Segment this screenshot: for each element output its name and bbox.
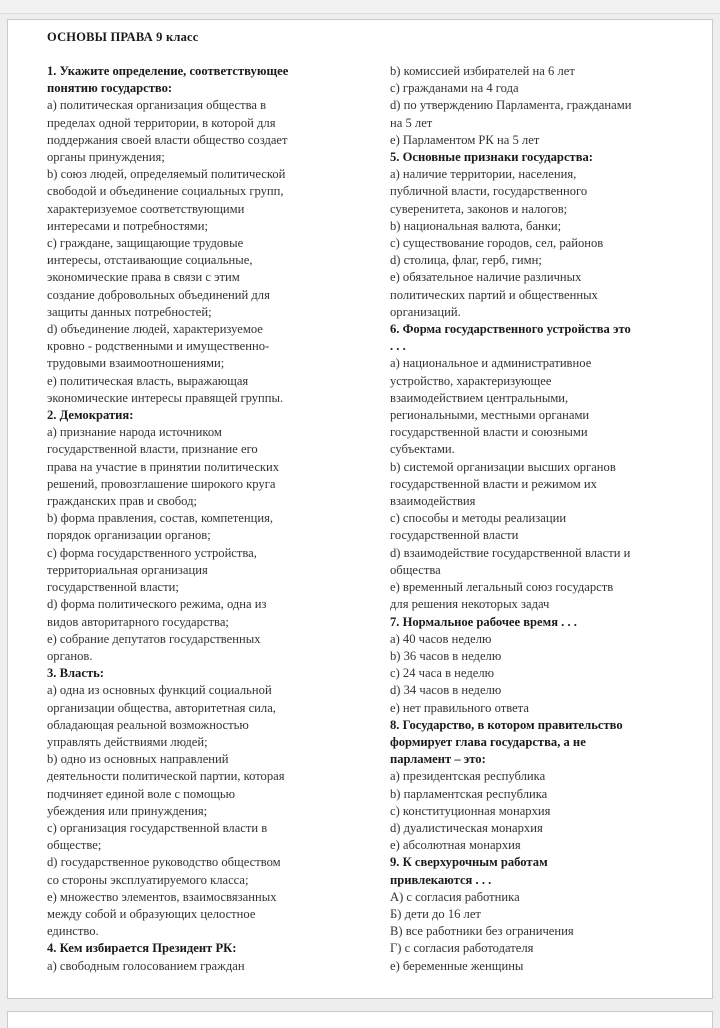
- text-line: создание добровольных объединений для: [47, 287, 270, 302]
- answer-option: [390, 63, 696, 80]
- answer-option: [47, 424, 349, 510]
- answer-option: [390, 218, 696, 235]
- text-line: d) государственное руководство обществом: [47, 855, 281, 870]
- text-line: c) способы и методы реализации: [390, 511, 567, 526]
- text-line: b) парламентская республика: [390, 786, 548, 801]
- text-line: e) политическая власть, выражающая: [47, 373, 249, 388]
- text-line: a) признание народа источником: [47, 425, 222, 440]
- text-line: публичной власти, государственного: [390, 184, 588, 199]
- text-line: деятельности политической партии, которая: [47, 769, 285, 784]
- text-line: общества: [390, 562, 441, 577]
- answer-option: [390, 700, 696, 717]
- text-line: трудовыми взаимоотношениями;: [47, 356, 225, 371]
- text-line: c) существование городов, сел, районов: [390, 236, 604, 251]
- answer-option: [390, 510, 696, 544]
- text-line: a) свободным голосованием граждан: [47, 958, 245, 973]
- text-line: a) национальное и административное: [390, 356, 592, 371]
- question-title: [47, 407, 349, 424]
- text-line: b) комиссией избирателей на 6 лет: [390, 64, 575, 78]
- question-title: [390, 614, 696, 631]
- answer-option: [47, 510, 349, 544]
- answer-option: [47, 166, 349, 235]
- text-line: кровно - родственными и имущественно-: [47, 339, 270, 354]
- text-line: е) беременные женщины: [390, 958, 524, 973]
- text-line: понятию государство:: [47, 81, 173, 96]
- question-title: [390, 854, 696, 888]
- text-line: обладающая реальной возможностью: [47, 717, 249, 732]
- answer-option: [390, 545, 696, 579]
- text-line: характеризуемое соответствующими: [47, 201, 245, 216]
- text-line: взаимодействия: [390, 494, 476, 509]
- document-page: [7, 19, 713, 999]
- text-line: А) с согласия работника: [390, 889, 520, 904]
- answer-option: [390, 768, 696, 785]
- text-line: c) конституционная монархия: [390, 803, 551, 818]
- text-line: b) одно из основных направлений: [47, 752, 229, 767]
- text-line: e) абсолютная монархия: [390, 838, 521, 853]
- text-line: e) Парламентом РК на 5 лет: [390, 132, 540, 147]
- answer-option: [390, 132, 696, 149]
- text-line: b) национальная валюта, банки;: [390, 218, 562, 233]
- document-title: ОСНОВЫ ПРАВА 9 класс: [47, 30, 199, 44]
- answer-option: [390, 786, 696, 803]
- text-line: d) объединение людей, характеризуемое: [47, 322, 263, 337]
- text-line: органы принуждения;: [47, 150, 165, 165]
- question-title: [47, 940, 349, 957]
- text-line: организаций.: [390, 304, 461, 319]
- text-line: со стороны эксплуатируемого класса;: [47, 872, 249, 887]
- text-line: интересами и потребностями;: [47, 218, 208, 233]
- text-line: для решения некоторых задач: [390, 597, 550, 612]
- left-column: [47, 63, 349, 975]
- answer-option: [390, 459, 696, 511]
- answer-option: [47, 820, 349, 854]
- answer-option: [390, 269, 696, 321]
- text-line: государственной власти: [390, 528, 519, 543]
- text-line: e) нет правильного ответа: [390, 700, 529, 715]
- text-line: экономические интересы правящей группы.: [47, 390, 284, 405]
- answer-option: [390, 97, 696, 131]
- answer-option: [390, 235, 696, 252]
- text-line: пределах одной территории, в которой для: [47, 115, 276, 130]
- text-line: экономические права в связи с этим: [47, 270, 240, 285]
- text-line: e) обязательное наличие различных: [390, 270, 582, 285]
- text-line: суверенитета, законов и налогов;: [390, 201, 568, 216]
- text-line: 7. Нормальное рабочее время . . .: [390, 614, 577, 629]
- text-line: Б) дети до 16 лет: [390, 906, 481, 921]
- text-line: b) форма правления, состав, компетенция,: [47, 511, 274, 526]
- text-line: 8. Государство, в котором правительство: [390, 717, 623, 732]
- text-line: . . .: [390, 339, 406, 354]
- answer-option: [390, 837, 696, 854]
- answer-option: [47, 596, 349, 630]
- text-line: устройство, характеризующее: [390, 373, 552, 388]
- answer-option: [47, 682, 349, 751]
- text-line: между собой и образующих целостное: [47, 906, 256, 921]
- text-line: поддержания своей власти общество создает: [47, 132, 288, 147]
- answer-option: [47, 321, 349, 373]
- text-line: государственной власти;: [47, 580, 179, 595]
- text-line: гражданских прав и свобод;: [47, 494, 197, 509]
- text-line: c) 24 часа в неделю: [390, 666, 495, 681]
- text-line: 4. Кем избирается Президент РК:: [47, 941, 237, 956]
- answer-option: [390, 923, 696, 940]
- text-line: d) форма политического режима, одна из: [47, 597, 267, 612]
- text-line: единство.: [47, 924, 99, 939]
- text-line: парламент – это:: [390, 752, 486, 767]
- answer-option: [47, 889, 349, 941]
- text-line: d) по утверждению Парламента, гражданами: [390, 98, 632, 113]
- text-line: d) столица, флаг, герб, гимн;: [390, 253, 542, 268]
- text-line: В) все работники без ограничения: [390, 924, 574, 939]
- text-line: e) собрание депутатов государственных: [47, 631, 261, 646]
- answer-option: [390, 906, 696, 923]
- question-title: [390, 717, 696, 769]
- text-line: формирует глава государства, а не: [390, 734, 586, 749]
- question-title: [390, 321, 696, 355]
- text-line: a) одна из основных функций социальной: [47, 683, 272, 698]
- answer-option: [390, 252, 696, 269]
- text-line: свободой и объединение социальных групп,: [47, 184, 284, 199]
- text-line: государственной власти, признание его: [47, 442, 258, 457]
- next-page-edge: [7, 1011, 713, 1028]
- answer-option: [47, 751, 349, 820]
- answer-option: [390, 682, 696, 699]
- answer-option: [390, 665, 696, 682]
- text-line: a) политическая организация общества в: [47, 98, 267, 113]
- answer-option: [47, 631, 349, 665]
- answer-option: [390, 940, 696, 957]
- answer-option: [47, 958, 349, 975]
- text-line: субъектами.: [390, 442, 455, 457]
- text-line: управлять действиями людей;: [47, 734, 208, 749]
- text-line: e) временный легальный союз государств: [390, 580, 614, 595]
- text-line: государственной власти и режимом их: [390, 476, 597, 491]
- text-line: видов авторитарного государства;: [47, 614, 229, 629]
- text-line: 5. Основные признаки государства:: [390, 150, 594, 165]
- text-line: порядок организации органов;: [47, 528, 211, 543]
- text-line: привлекаются . . .: [390, 872, 492, 887]
- text-line: территориальная организация: [47, 562, 208, 577]
- text-line: государственной власти и союзными: [390, 425, 588, 440]
- text-line: b) системой организации высших органов: [390, 459, 616, 474]
- answer-option: [47, 854, 349, 888]
- answer-option: [390, 820, 696, 837]
- text-line: защиты данных потребностей;: [47, 304, 212, 319]
- text-line: права на участие в принятии политических: [47, 459, 280, 474]
- top-page-edge: [0, 0, 720, 14]
- answer-option: [390, 958, 696, 975]
- answer-option: [390, 803, 696, 820]
- text-line: политических партий и общественных: [390, 287, 598, 302]
- text-line: региональными, местными органами: [390, 408, 590, 423]
- text-line: d) дуалистическая монархия: [390, 820, 543, 835]
- text-line: c) гражданами на 4 года: [390, 81, 519, 96]
- text-line: организации общества, авторитетная сила,: [47, 700, 276, 715]
- text-line: 1. Укажите определение, соответствующее: [47, 64, 289, 78]
- text-line: решений, провозглашение широкого круга: [47, 476, 276, 491]
- text-line: b) 36 часов в неделю: [390, 648, 502, 663]
- question-title: [47, 63, 349, 97]
- answer-option: [47, 545, 349, 597]
- text-line: c) организация государственной власти в: [47, 820, 268, 835]
- text-line: c) граждане, защищающие трудовые: [47, 236, 244, 251]
- answer-option: [390, 889, 696, 906]
- text-line: обществе;: [47, 838, 102, 853]
- text-line: взаимодействием центральными,: [390, 390, 569, 405]
- text-line: убеждения или принуждения;: [47, 803, 208, 818]
- answer-option: [47, 97, 349, 166]
- text-line: a) 40 часов неделю: [390, 631, 492, 646]
- text-line: c) форма государственного устройства,: [47, 545, 257, 560]
- text-line: d) 34 часов в неделю: [390, 683, 502, 698]
- text-line: интересы, отстаивающие социальные,: [47, 253, 253, 268]
- right-column: [390, 63, 696, 975]
- text-line: Г) с согласия работодателя: [390, 941, 534, 956]
- text-line: на 5 лет: [390, 115, 433, 130]
- text-line: органов.: [47, 648, 93, 663]
- text-line: 6. Форма государственного устройства это: [390, 322, 631, 337]
- answer-option: [47, 235, 349, 321]
- text-line: a) наличие территории, населения,: [390, 167, 577, 182]
- answer-option: [390, 579, 696, 613]
- answer-option: [47, 373, 349, 407]
- answer-option: [390, 166, 696, 218]
- question-title: [47, 665, 349, 682]
- text-line: 9. К сверхурочным работам: [390, 855, 548, 870]
- answer-option: [390, 355, 696, 458]
- answer-option: [390, 80, 696, 97]
- text-line: 3. Власть:: [47, 666, 104, 681]
- text-line: e) множество элементов, взаимосвязанных: [47, 889, 277, 904]
- text-line: a) президентская республика: [390, 769, 546, 784]
- text-line: подчиняет единой воле с помощью: [47, 786, 236, 801]
- question-title: [390, 149, 696, 166]
- answer-option: [390, 631, 696, 648]
- text-line: d) взаимодействие государственной власти и: [390, 545, 631, 560]
- answer-option: [390, 648, 696, 665]
- text-line: b) союз людей, определяемый политической: [47, 167, 286, 182]
- text-line: 2. Демократия:: [47, 408, 134, 423]
